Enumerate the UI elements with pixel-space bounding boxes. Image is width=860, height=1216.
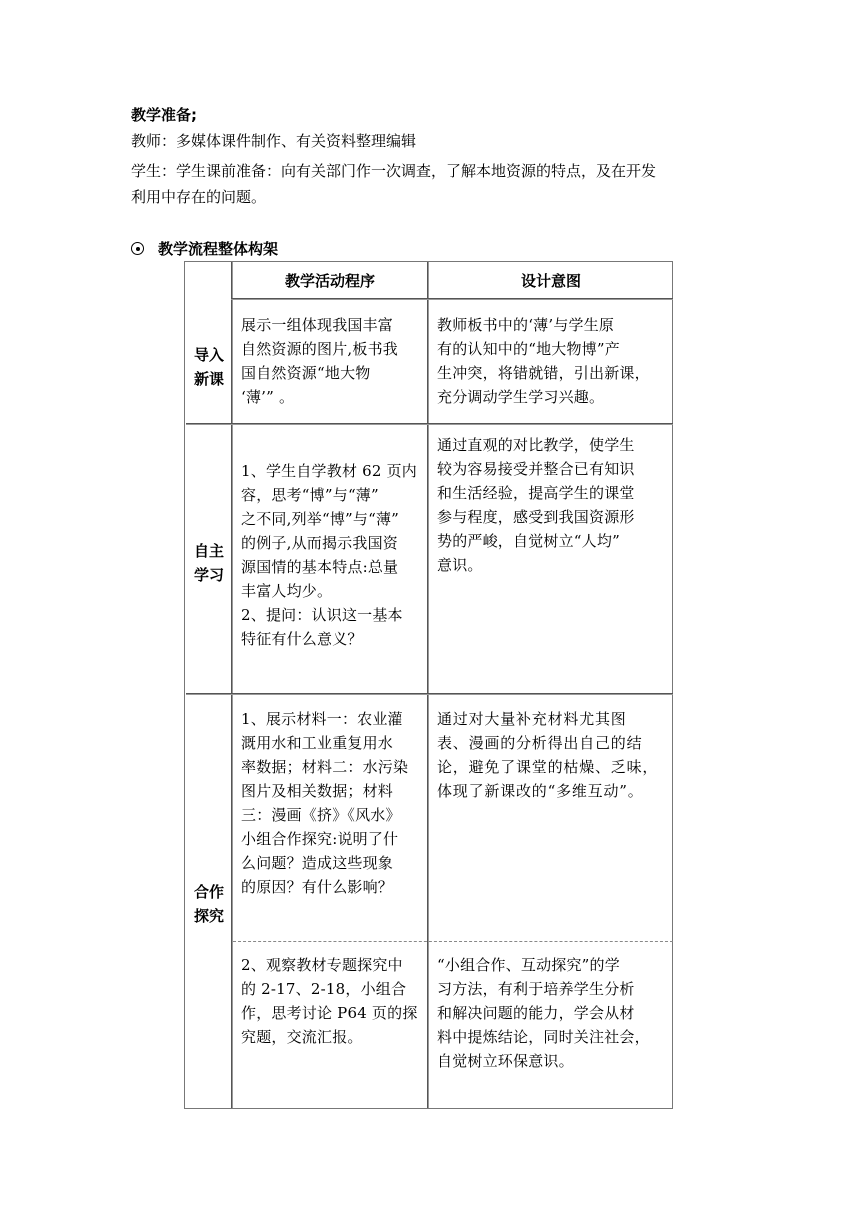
activity-intro: 展示一组体现我国丰富 自然资源的图片,板书我 国自然资源“地大物 ‘薄’” 。 bbox=[241, 316, 398, 406]
flow-title-text: 教学流程整体构架 bbox=[158, 240, 279, 258]
intent-intro: 教师板书中的‘薄’与学生原 有的认知中的“地大物博”产 生冲突，将错就错，引出新课， 充分调动学生学习兴趣。 bbox=[437, 316, 650, 406]
student-prep-line-1: 学生：学生课前准备：向有关部门作一次调查，了解本地资源的特点，及在开发 bbox=[131, 162, 657, 180]
bullet-circle-icon bbox=[131, 242, 144, 255]
table-col-divider-1 bbox=[231, 262, 233, 1108]
intent-cooperative-1: 通过对大量补充材料尤其图 表、漫画的分析得出自己的结 论，避免了课堂的枯燥、乏味， 体现了新课改的“多维互动”。 bbox=[437, 710, 659, 800]
activity-self-study: 1、学生自学教材 62 页内 容，思考“博”与“薄” 之不同,列举“博”与“薄” 的例子,从而揭示我国资 源国情的基本特点:总量 丰富人均少。 2、提问：认识这一基本 特征有什么意义？ bbox=[241, 462, 417, 648]
activity-cooperative-1: 1、展示材料一：农业灌 溉用水和工业重复用水 率数据；材料二：水污染 图片及相关数据；材料 三：漫画《挤》《风水》 小组合作探究:说明了什 么问题？造成这些现象 的原因？有什么影响？ bbox=[241, 710, 409, 896]
intent-cooperative-2: “小组合作、互动探究”的学 习方法，有利于培养学生分析 和解决问题的能力，学会从材 料中提炼结论，同时关注社会， 自觉树立环保意识。 bbox=[437, 956, 650, 1070]
flow-section-title bbox=[131, 238, 278, 259]
table-col-divider-2 bbox=[427, 262, 429, 1108]
stage-self-study: 自主 学习 bbox=[193, 542, 224, 584]
stage-cooperative: 合作 探究 bbox=[193, 883, 224, 925]
prep-title: 教学准备; bbox=[131, 106, 197, 124]
stage-intro: 导入 新课 bbox=[193, 346, 224, 388]
table-row-divider-2 bbox=[186, 693, 673, 695]
student-prep-line-2: 利用中存在的问题。 bbox=[131, 188, 267, 206]
header-intent: 设计意图 bbox=[520, 272, 581, 290]
header-activity: 教学活动程序 bbox=[284, 272, 375, 290]
intent-self-study: 通过直观的对比教学，使学生 较为容易接受并整合已有知识 和生活经验，提高学生的课堂 参与程度，感受到我国资源形 势的严峻，自觉树立“人均” 意识。 bbox=[437, 436, 635, 574]
table-subrow-divider bbox=[233, 941, 673, 942]
teacher-prep-line: 教师：多媒体课件制作、有关资料整理编辑 bbox=[131, 132, 417, 150]
table-row-divider-1 bbox=[186, 423, 673, 425]
activity-cooperative-2: 2、观察教材专题探究中 的 2-17、2-18，小组合 作，思考讨论 P64 页的探 究题，交流汇报。 bbox=[241, 956, 418, 1046]
